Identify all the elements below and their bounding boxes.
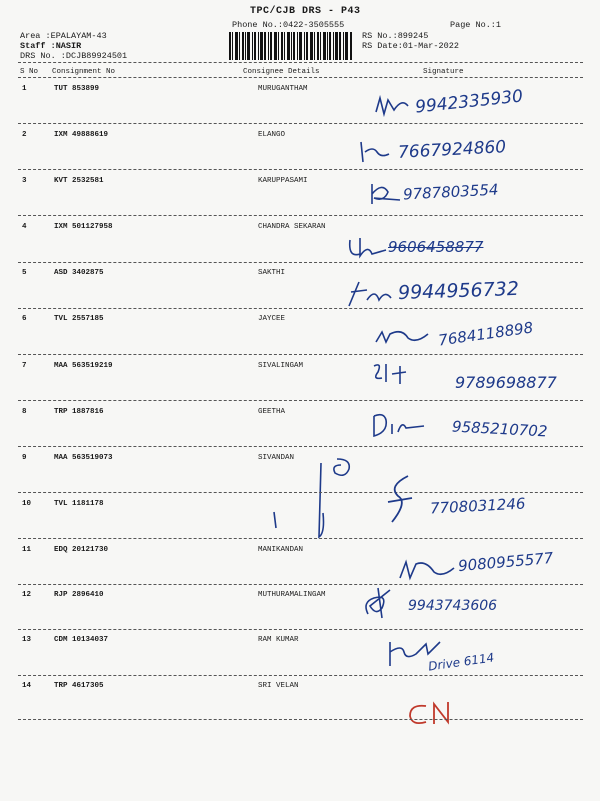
row-consignment: TUT 853899 [54, 85, 100, 93]
signature-phone: 7684118898 [437, 318, 535, 350]
row-consignment: MAA 563519219 [54, 362, 113, 370]
signature-scribble [366, 178, 406, 208]
signature-scribble [345, 278, 395, 310]
signature-scribble [368, 410, 428, 440]
drs-number: DRS No. :DCJB89924501 [20, 51, 128, 61]
row-sno: 7 [22, 362, 27, 370]
row-consignee: ELANGO [258, 131, 286, 139]
row-consignment: KVT 2532581 [54, 177, 104, 185]
row-consignment: TRP 4617305 [54, 682, 104, 690]
row-consignee: RAM KUMAR [258, 636, 299, 644]
signature-phone: 7667924860 [397, 137, 507, 163]
row-consignment: TVL 1181178 [54, 500, 104, 508]
signature-scribble [370, 360, 414, 386]
signature-phone: 9787803554 [402, 180, 499, 204]
phone-number: Phone No.:0422-3505555 [232, 20, 345, 30]
row-sno: 14 [22, 682, 32, 690]
row-consignee: SRI VELAN [258, 682, 299, 690]
row-sno: 11 [22, 546, 32, 554]
row-consignee: SIVALINGAM [258, 362, 304, 370]
row-consignee: MUTHURAMALINGAM [258, 591, 326, 599]
row-sno: 2 [22, 131, 27, 139]
col-header-consignee: Consignee Details [243, 68, 320, 76]
row-consignment: EDQ 20121730 [54, 546, 109, 554]
row-divider [18, 215, 583, 216]
row-divider [18, 123, 583, 124]
row-sno: 4 [22, 223, 27, 231]
row-consignee: SIVANDAN [258, 454, 295, 462]
col-header-signature: Signature [423, 68, 464, 76]
signature-scribble [346, 232, 390, 262]
col-header-sno: S No [20, 68, 39, 76]
col-header-consignment: Consignment No [52, 68, 116, 76]
row-sno: 6 [22, 315, 27, 323]
row-divider [18, 308, 583, 309]
row-consignee: SAKTHI [258, 269, 286, 277]
row-sno: 12 [22, 591, 32, 599]
row-sno: 8 [22, 408, 27, 416]
signature-phone: 9943743606 [408, 598, 498, 614]
signature-scribble [360, 584, 400, 620]
row-consignment: CDM 10134037 [54, 636, 109, 644]
signature-scribble [378, 472, 418, 528]
row-consignment: TRP 1887816 [54, 408, 104, 416]
row-divider [18, 584, 583, 585]
row-consignee: KARUPPASAMI [258, 177, 308, 185]
row-consignee: CHANDRA SEKARAN [258, 223, 326, 231]
row-divider [18, 262, 583, 263]
row-consignment: TVL 2557185 [54, 315, 104, 323]
signature-scribble [270, 510, 282, 530]
rs-number: RS No.:899245 [362, 31, 429, 41]
row-consignee: MURUGANTHAM [258, 85, 308, 93]
signature-phone: 9789698877 [455, 373, 557, 392]
divider [18, 77, 583, 78]
row-divider [18, 492, 583, 493]
row-sno: 9 [22, 454, 27, 462]
row-consignment: IXM 501127958 [54, 223, 113, 231]
row-divider [18, 354, 583, 355]
signature-scribble [355, 138, 395, 168]
signature-phone: 9942335930 [414, 86, 524, 118]
signature-phone: 9606458877 [388, 238, 484, 256]
barcode-image [229, 32, 353, 60]
signature-phone: 9944956732 [397, 277, 520, 305]
row-consignee: MANIKANDAN [258, 546, 304, 554]
divider [18, 62, 583, 63]
signature-phone: 9080955577 [457, 548, 555, 576]
signature-phone: 9585210702 [451, 417, 548, 441]
rs-date: RS Date:01-Mar-2022 [362, 41, 459, 51]
signature-scribble [315, 453, 359, 543]
signature-phone: 7708031246 [429, 494, 526, 518]
row-sno: 10 [22, 500, 32, 508]
row-consignment: ASD 3402875 [54, 269, 104, 277]
row-divider [18, 675, 583, 676]
row-consignment: MAA 563519073 [54, 454, 113, 462]
area-label: Area :EPALAYAM-43 [20, 31, 107, 41]
row-divider [18, 538, 583, 539]
signature-scribble [396, 558, 460, 584]
row-sno: 5 [22, 269, 27, 277]
signature-initials [404, 698, 458, 728]
row-consignee: JAYCEE [258, 315, 286, 323]
row-sno: 13 [22, 636, 32, 644]
row-divider [18, 169, 583, 170]
row-divider [18, 446, 583, 447]
page-number: Page No.:1 [450, 20, 502, 30]
row-consignment: RJP 2896410 [54, 591, 104, 599]
signature-scribble [372, 326, 432, 348]
row-divider [18, 629, 583, 630]
row-consignment: IXM 49888619 [54, 131, 109, 139]
staff-label: Staff :NASIR [20, 41, 82, 51]
row-consignee: GEETHA [258, 408, 286, 416]
row-sno: 1 [22, 85, 27, 93]
row-divider [18, 400, 583, 401]
row-sno: 3 [22, 177, 27, 185]
signature-scribble [372, 92, 412, 122]
signature-phone: Drive 6114 [427, 650, 496, 674]
row-divider [18, 719, 583, 720]
document-title: TPC/CJB DRS - P43 [250, 6, 361, 17]
